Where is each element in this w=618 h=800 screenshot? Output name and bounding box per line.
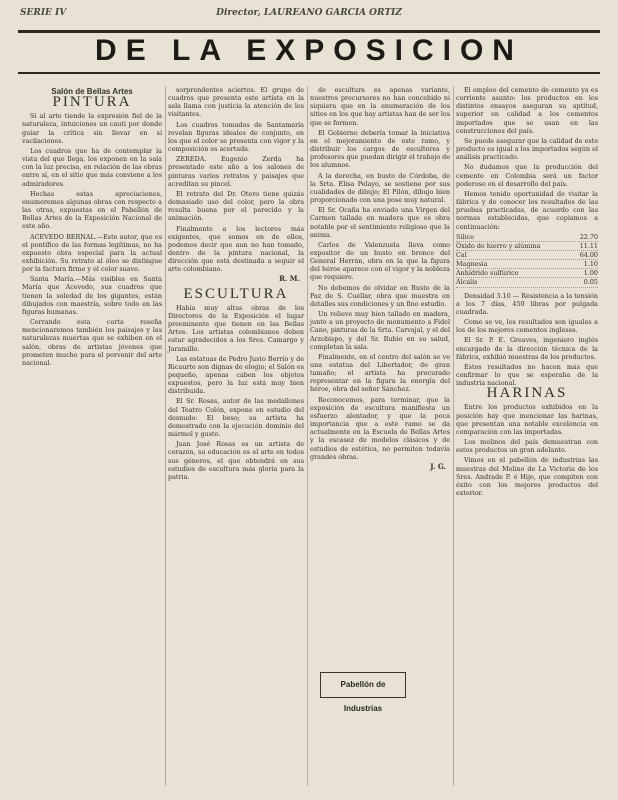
- paragraph: Cerrando esta corta reseña mencionaremos también los paisajes y las naturalezas muertas que se exhiben en el salón, obras de artistas jóvenes que prometen mucho para el porvenir del arte nacional.: [22, 318, 162, 367]
- column-divider: [307, 86, 308, 786]
- component-value: 64.00: [579, 250, 598, 259]
- paragraph: Hechas estas apreciaciones, enumeremos algunas obras con respecto a las otras, expuestas en el Pabellón de Bellas Artes de la Exposición Nacional de este año.: [22, 189, 162, 231]
- banner-top-rule: [18, 30, 600, 33]
- column-divider: [165, 86, 166, 786]
- paragraph: El empleo del cemento de cemento ya es corriente asunto: los productos en los distintos ensayos aseguran su aptitud, superior en calidad a los cementos importados que se usan en las construcciones del país.: [456, 86, 598, 135]
- paragraph: El Sr. P. E. Greaves, ingeniero inglés encargado de la dirección técnica de la fábrica, exhibió muestras de los productos.: [456, 336, 598, 361]
- series-label: SERIE IV: [20, 8, 67, 18]
- table-row: [456, 233, 598, 242]
- component-value: 1.00: [583, 269, 598, 278]
- section-title: HARINAS: [486, 385, 568, 402]
- component-name: Sílice: [456, 232, 474, 241]
- paragraph: Había muy altas obras de los Directores de la Exposición el lugar preeminente que tienen en las Bellas Artes. Los artistas colombianos deben estar agradecidos a los Sres. Camargo y Jaramillo.: [168, 303, 304, 353]
- section-title: ESCULTURA: [183, 285, 289, 302]
- author-signature: J. G.: [430, 461, 446, 471]
- paragraph: No debemos de olvidar en Busto de la Paz de S. Cuéllar, obra que muestra en detalles sus condiciones y un fino estudio.: [310, 283, 450, 308]
- paragraph: sorprendentes aciertos. El grupo de cuadros que presenta este artista en la sala llama con justicia la atención de los visitantes.: [168, 86, 304, 119]
- paragraph: ZEREDA. Eugenio Zerda ha presentado este año a los salones de pinturas varios retratos y paisajes que acreditan su pincel.: [168, 155, 304, 188]
- paragraph: Los molinos del país demuestran con estos productos un gran adelanto.: [456, 438, 598, 455]
- paragraph: Si al arte tiende la expresión fiel de la naturaleza, intuiciones un cauti por donde guiar la crítica sin llevar en sí vacilaciones.: [22, 112, 162, 145]
- paragraph: Se puede asegurar que la calidad de este producto es igual a los importados según el análisis practicado.: [456, 136, 598, 162]
- column-divider: [453, 86, 454, 786]
- paragraph: Estos resultados no hacen más que confirmar lo que se esperaba de la industria nacional.: [456, 362, 598, 388]
- paragraph: El Gobierno debería tomar la iniciativa en el mejoramiento de este ramo, y distribuir los cargos de escultores y profesores que puedan dirigir el trabajo de los alumnos.: [310, 128, 450, 170]
- paragraph: Los cuadros que ha de contemplar la vista del que llega, los exponen en la sala con la luz precisa, en relación de las obras entre sí, en el sitio que más conviene a los admiradores.: [22, 146, 162, 188]
- banner-bottom-rule: [18, 72, 600, 74]
- table-row: [456, 278, 598, 287]
- director-label: Director, LAUREANO GARCIA ORTIZ: [216, 8, 402, 18]
- paragraph: Hemos tenido oportunidad de visitar la fábrica y de conocer los resultados de las pruebas practicadas, de acuerdo con las normas establecidas, que copiamos a continuación:: [456, 189, 598, 231]
- paragraph: Densidad 3.10 — Resistencia a la tensión a los 7 días, 450 libras por pulgada cuadrada.: [456, 291, 598, 316]
- table-row: [456, 242, 598, 251]
- component-value: 11.11: [579, 241, 598, 250]
- paragraph: Los cuadros tomados de Santamaría revelan figuras ideales de conjunto, en los que el color se presenta con vigor y la composición es acertada.: [168, 120, 304, 154]
- paragraph: Reconocemos, para terminar, que la exposición de escultura manifiesta un esfuerzo alentador, y que la poca importancia que a este ramo se da actualmente en la Escuela de Bellas Artes y la escasez de modelos clásicos y de estudios de estética, no permiten todavía grandes obras.: [310, 395, 450, 461]
- paragraph: Santa María.—Más visibles en Santa María que Acevedo, sus cuadros que tienen la soledad de los gigantes, están dibujados con maestría, sobre todo en las figuras humanas.: [22, 275, 162, 316]
- paragraph: Las estatuas de Pedro Justo Berrío y de Ricaurte son dignas de elogio; el Salón es pequeño, apenas caben los objetos expuestos, pero la luz está muy bien distribuida.: [168, 354, 304, 396]
- paragraph: Como se ve, los resultados son iguales a los de los mejores cementos ingleses.: [456, 318, 598, 335]
- running-head: [20, 4, 598, 22]
- paragraph: Vimos en el pabellón de industrias las muestras del Molino de La Victoria de los Sres. Andrade P. é Hijo, que compiten con éxito con los mejores productos del exterior.: [456, 456, 598, 498]
- paragraph: No dudamos que la producción del cemento en Colombia será un factor poderoso en el desarrollo del país.: [456, 163, 598, 188]
- paragraph: Finalmente, en el centro del salón se ve una estatua del Libertador, de gran tamaño; el artista ha procurado representar en la figura la energía del héroe, obra del señor Sánchez.: [310, 352, 450, 394]
- table-row: [456, 260, 598, 269]
- component-name: Magnesia: [456, 260, 488, 269]
- section-heading: Salón de Bellas Artes: [51, 87, 133, 96]
- component-value: 1.10: [583, 260, 598, 269]
- component-value: 22.70: [579, 232, 598, 241]
- column-1: [22, 86, 162, 369]
- paragraph: El retrato del Dr. Otero tiene quizás demasiado uso del color, pero la obra resulta buena por el parecido y la animación.: [168, 189, 304, 223]
- paragraph: Un relieve muy bien tallado en madera, junto a un proyecto de monumento a Fidel Cano, pinturas de la Srta. Carvajal, y el del Arzobispo, y del Sr. Rubio en su salud, completan la sala.: [310, 310, 450, 351]
- column-2: [168, 86, 304, 483]
- author-signature: R. M.: [279, 274, 300, 284]
- paragraph: El Sr. Ocaña ha enviado una Virgen del Carmen tallada en madera que es obra notable por el sentimiento religioso que la anima.: [310, 206, 450, 239]
- paragraph: Juan José Rosas es un artista de corazón, su educación es el arte en todos sus géneros, el que obtendrá en sus estudios de escultura más gloria para la patria.: [168, 440, 304, 481]
- banner-title: DE LA EXPOSICION: [95, 34, 523, 67]
- paragraph: ACEVEDO BERNAL.—Este autor, que es el pontífice de las formas legítimas, no ha expuesto obra especial para la actual exhibición. Su retrato al óleo se distingue por la factura firme y el color suave.: [22, 232, 162, 274]
- component-name: Anhídrido sulfúrico: [456, 269, 519, 278]
- section-title: PINTURA: [52, 94, 132, 111]
- component-value: 0.05: [583, 278, 598, 287]
- component-name: Álcalis: [456, 278, 478, 287]
- table-row: [456, 251, 598, 260]
- analysis-table: [456, 233, 598, 288]
- paragraph: Carlos de Valenzuela lleva como expositor de un busto en bronce del General Herrán, obra en la que la figura del héroe aparece con el vigor y la nobleza que requiere.: [310, 240, 450, 282]
- pabellon-industrias-heading: Pabellón de Industrias: [320, 672, 406, 698]
- paragraph: Finalmente a los lectores más exigentes, que somos en de ellos, podemos decir que aun no han tomado, dentro de la pintura nacional, la dirección que está destinada a seguir el arte colombiano.: [168, 224, 304, 274]
- paragraph: de escultura es apenas variante, nuestros precursores no han concebido ni siquiera que en la enumeración de los sitios en los que hay artistas han de ser los que se formen.: [310, 86, 450, 127]
- column-3: [310, 86, 450, 477]
- banner: [18, 30, 600, 74]
- component-name: Óxido de hierro y alúmina: [456, 241, 541, 250]
- component-name: Cal: [456, 250, 467, 259]
- paragraph: Entre los productos exhibidos en la posición hay que mencionar las harinas, que presentan una notable excelencia en comparación con las importadas.: [456, 403, 598, 436]
- paragraph: El Sr. Rosas, autor de las medallones del Teatro Colón, expone en estudio del desnudo: El beso; su artista ha demostrado con la ejecución dominio del mármol y gusto.: [168, 397, 304, 439]
- table-row: [456, 269, 598, 278]
- paragraph: A la derecha, en busto de Córdoba, de la Srta. Elisa Pelayo, se sostiene por sus cualidades de dibujo; El Pilón, dibujo bien proporcionado con una pose muy natural.: [310, 171, 450, 205]
- column-4: [456, 86, 598, 499]
